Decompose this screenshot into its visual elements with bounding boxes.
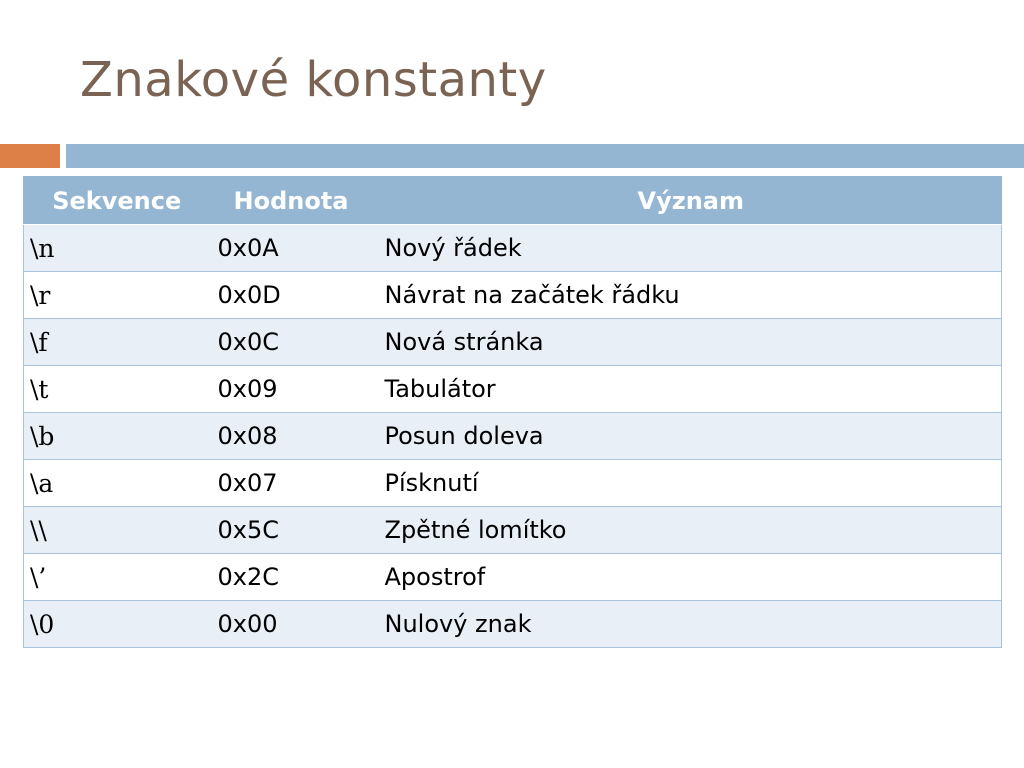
table-row: [24, 601, 1002, 648]
cell-sequence: \a: [30, 468, 54, 498]
title-rule-orange: [0, 144, 60, 168]
header-sekvence: Sekvence: [24, 177, 218, 225]
cell-meaning: Nová stránka: [384, 328, 544, 356]
table-header-row: [24, 177, 1002, 225]
cell-sequence: \\: [30, 515, 47, 545]
header-vyznam: Význam: [385, 177, 1002, 225]
cell-sequence: \r: [30, 280, 51, 310]
cell-meaning: Návrat na začátek řádku: [384, 281, 680, 309]
cell-meaning: Posun doleva: [384, 422, 544, 450]
cell-value: 0x2C: [217, 563, 279, 591]
cell-value: 0x0D: [217, 281, 281, 309]
table-row: [24, 366, 1002, 413]
cell-sequence: \b: [30, 421, 55, 451]
cell-meaning: Písknutí: [384, 469, 479, 497]
cell-value: 0x0C: [217, 328, 279, 356]
cell-value: 0x08: [217, 422, 278, 450]
cell-meaning: Zpětné lomítko: [384, 516, 567, 544]
cell-value: 0x07: [217, 469, 278, 497]
cell-sequence: \’: [30, 562, 47, 592]
cell-value: 0x09: [217, 375, 278, 403]
cell-value: 0x5C: [217, 516, 279, 544]
cell-meaning: Nulový znak: [384, 610, 532, 638]
cell-value: 0x00: [217, 610, 278, 638]
cell-value: 0x0A: [217, 234, 279, 262]
table-row: [24, 225, 1002, 272]
title-rule-blue: [66, 144, 1024, 168]
escape-sequence-table: [23, 176, 1002, 648]
cell-meaning: Apostrof: [384, 563, 486, 591]
cell-sequence: \f: [30, 327, 48, 357]
cell-sequence: \0: [30, 609, 55, 639]
cell-sequence: \n: [30, 233, 55, 263]
table-row: [24, 507, 1002, 554]
cell-meaning: Nový řádek: [384, 234, 522, 262]
header-hodnota: Hodnota: [218, 177, 385, 225]
table-row: [24, 460, 1002, 507]
cell-sequence: \t: [30, 374, 49, 404]
escape-sequence-table-container: [23, 176, 1001, 648]
table-row: [24, 272, 1002, 319]
table-row: [24, 319, 1002, 366]
slide-title: Znakové konstanty: [80, 52, 547, 108]
table-row: [24, 554, 1002, 601]
cell-meaning: Tabulátor: [384, 375, 496, 403]
table-row: [24, 413, 1002, 460]
